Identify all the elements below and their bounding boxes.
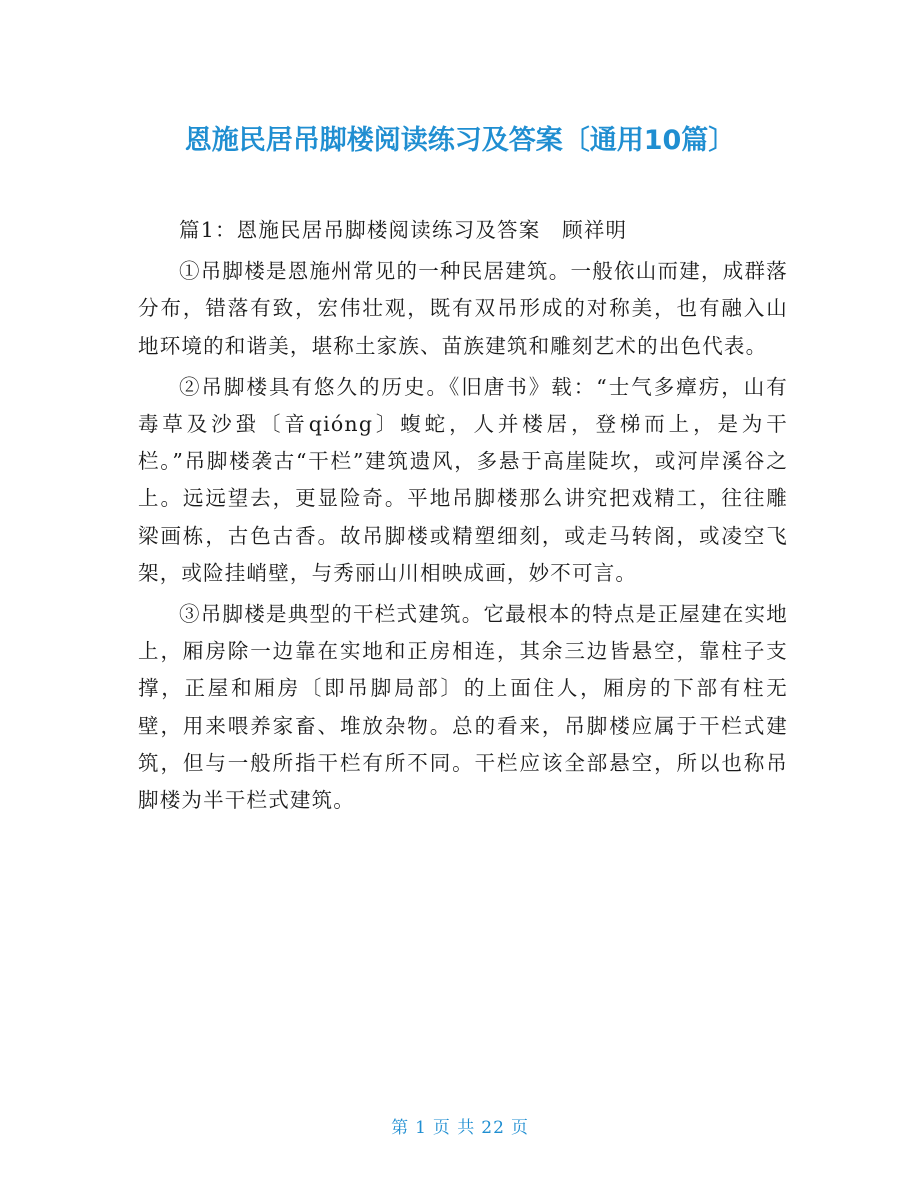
document-body xyxy=(138,212,788,819)
document-title: 恩施民居吊脚楼阅读练习及答案〔通用10篇〕 xyxy=(184,125,736,156)
footer-middle: 页 共 xyxy=(432,1118,476,1138)
page-footer xyxy=(0,1113,920,1138)
paragraph-1: ①吊脚楼是恩施州常见的一种民居建筑。一般依山而建，成群落分布，错落有致，宏伟壮观，既有双吊形成的对称美，也有融入山地环境的和谐美，堪称土家族、苗族建筑和雕刻艺术的出色代表。 xyxy=(138,259,788,358)
paragraph-2: ②吊脚楼具有悠久的历史。《旧唐书》载：“士气多瘴疠，山有毒草及沙蛩〔音qióng〕蝮蛇，人并楼居，登梯而上，是为干栏。”吊脚楼袭古“干栏”建筑遗风，多悬于高崖陡坎，或河岸溪谷之上。远远望去，更显险奇。平地吊脚楼那么讲究把戏精工，往往雕梁画栋，古色古香。故吊脚楼或精塑细刻，或走马转阁，或凌空飞架，或险挂峭壁，与秀丽山川相映成画，妙不可言。 xyxy=(138,374,788,585)
footer-total-pages: 22 xyxy=(481,1118,505,1138)
footer-current-page: 1 xyxy=(415,1118,427,1138)
paragraph-3: ③吊脚楼是典型的干栏式建筑。它最根本的特点是正屋建在实地上，厢房除一边靠在实地和正房相连，其余三边皆悬空，靠柱子支撑，正屋和厢房〔即吊脚局部〕的上面住人，厢房的下部有柱无壁，用来喂养家畜、堆放杂物。总的看来，吊脚楼应属于干栏式建筑，但与一般所指干栏有所不同。干栏应该全部悬空，所以也称吊脚楼为半干栏式建筑。 xyxy=(138,602,788,813)
footer-prefix: 第 xyxy=(391,1118,410,1138)
footer-suffix: 页 xyxy=(510,1118,529,1138)
section-subtitle: 篇1：恩施民居吊脚楼阅读练习及答案 顾祥明 xyxy=(179,218,628,242)
